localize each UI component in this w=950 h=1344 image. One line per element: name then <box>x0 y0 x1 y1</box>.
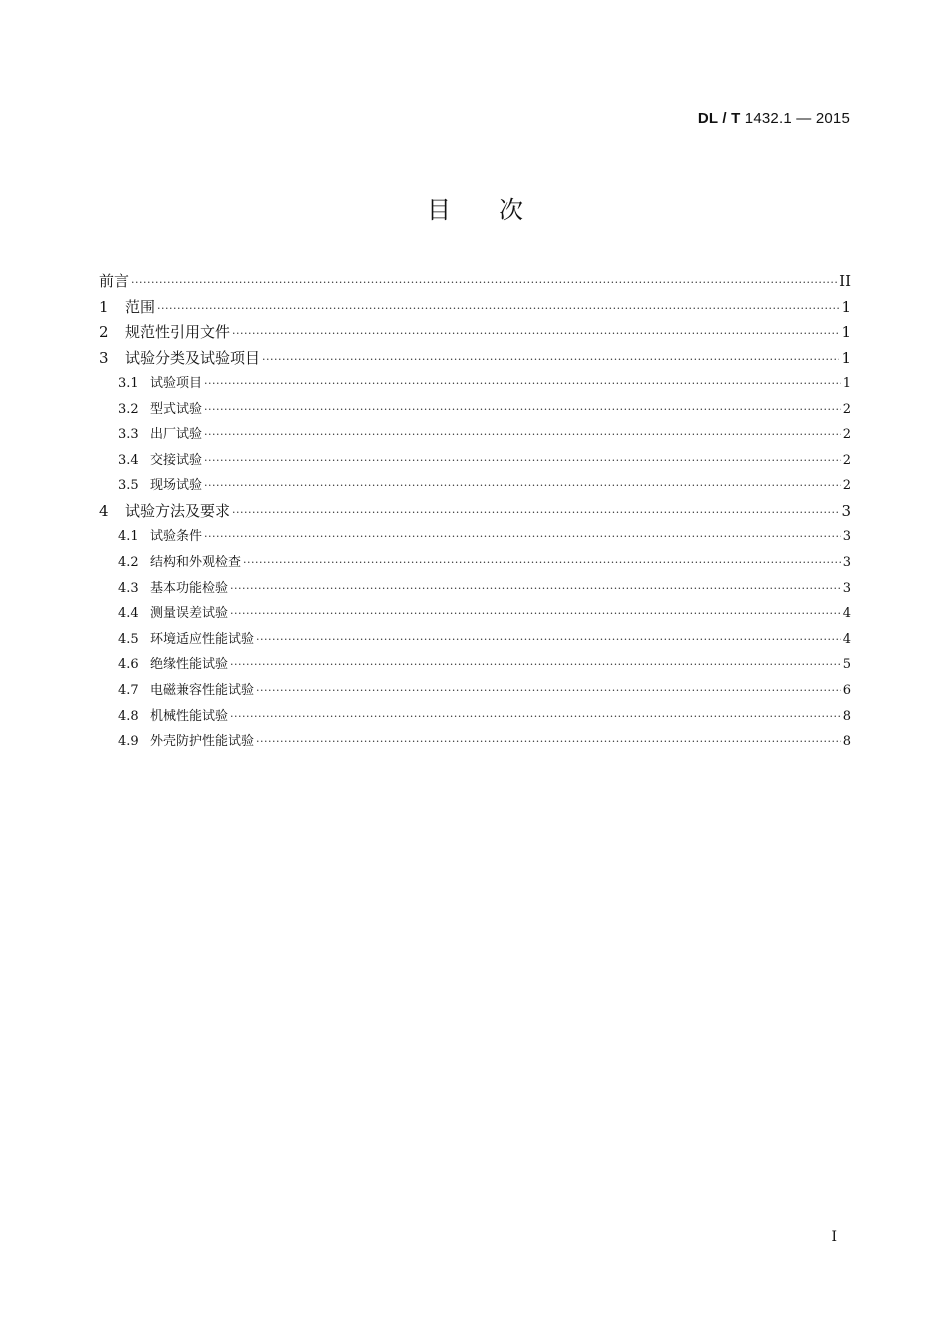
toc-entry-page: 2 <box>842 452 851 468</box>
dot-leader <box>230 582 841 595</box>
toc-entry-page: 8 <box>842 708 851 724</box>
toc-entry-title: 基本功能检验 <box>150 580 229 596</box>
toc-entry[interactable] <box>99 551 851 577</box>
toc-entry-number: 4.4 <box>118 606 139 622</box>
standard-code <box>698 110 850 127</box>
toc-entry-title: 试验条件 <box>150 529 203 545</box>
toc-entry-page: 3 <box>841 501 851 520</box>
dot-leader <box>157 302 839 315</box>
toc-entry[interactable] <box>99 705 851 731</box>
toc-entry-page: 1 <box>841 323 851 341</box>
toc-entry[interactable] <box>99 423 851 449</box>
dot-leader <box>256 735 841 748</box>
toc-entry[interactable] <box>99 730 851 756</box>
dot-leader <box>204 403 841 416</box>
dot-leader <box>204 377 841 390</box>
toc-entry[interactable] <box>99 372 851 398</box>
toc-entry-number: 4.6 <box>118 657 139 673</box>
toc-entry-page: 4 <box>842 606 851 622</box>
toc-entry-title: 现场试验 <box>150 478 203 494</box>
table-of-contents <box>99 270 851 756</box>
dot-leader <box>204 479 841 492</box>
dot-leader <box>131 276 837 289</box>
toc-entry-page: 3 <box>842 555 851 571</box>
toc-title: 目次 <box>427 196 571 224</box>
toc-entry[interactable] <box>99 628 851 654</box>
toc-entry-title: 绝缘性能试验 <box>150 657 229 673</box>
toc-entry-page: 6 <box>842 683 851 699</box>
toc-entry[interactable] <box>99 398 851 424</box>
dot-leader <box>230 658 841 671</box>
toc-entry-number: 4.2 <box>118 555 139 571</box>
dot-leader <box>204 428 841 441</box>
toc-entry-title: 前言 <box>99 272 130 290</box>
dot-leader <box>230 710 841 723</box>
toc-entry-page: 8 <box>842 734 851 750</box>
toc-entry[interactable] <box>99 347 851 373</box>
toc-entry-title: 机械性能试验 <box>150 708 229 724</box>
toc-entry[interactable] <box>99 602 851 628</box>
toc-entry-title: 规范性引用文件 <box>125 323 231 341</box>
toc-entry-number: 3.5 <box>118 478 139 494</box>
toc-entry-number: 4.5 <box>118 631 139 647</box>
toc-entry[interactable] <box>99 525 851 551</box>
dot-leader <box>243 556 841 569</box>
standard-code-number: 1432.1 — 2015 <box>740 110 850 127</box>
toc-entry-number: 3.1 <box>118 376 139 391</box>
toc-entry-number: 4.3 <box>118 580 139 596</box>
toc-entry-title: 测量误差试验 <box>150 606 229 622</box>
toc-entry-page: 2 <box>842 401 851 417</box>
toc-entry-title: 试验项目 <box>150 376 203 391</box>
toc-entry-number: 3.3 <box>118 427 139 443</box>
toc-entry-page: 1 <box>841 297 851 316</box>
toc-entry-page: 1 <box>841 348 851 367</box>
page-number: I <box>831 1229 837 1245</box>
toc-entry-title: 型式试验 <box>150 401 203 417</box>
toc-entry-page: 3 <box>842 529 851 545</box>
toc-entry-title: 试验方法及要求 <box>125 501 231 520</box>
toc-entry-page: 4 <box>842 631 851 647</box>
toc-entry-number: 2 <box>99 323 109 341</box>
toc-entry[interactable] <box>99 296 851 322</box>
toc-entry-number: 4.9 <box>118 734 139 750</box>
toc-entry-page: 2 <box>842 478 851 494</box>
toc-entry[interactable] <box>99 653 851 679</box>
toc-entry-number: 3.4 <box>118 452 139 468</box>
toc-entry-page: 5 <box>842 657 851 673</box>
dot-leader <box>204 530 841 543</box>
toc-entry-number: 4.1 <box>118 529 139 545</box>
toc-entry[interactable] <box>99 474 851 500</box>
toc-entry-number: 3.2 <box>118 401 139 417</box>
toc-entry-title: 环境适应性能试验 <box>150 631 255 647</box>
toc-entry-page: 1 <box>842 376 851 391</box>
dot-leader <box>232 327 839 340</box>
standard-code-prefix: DL / T <box>697 110 741 127</box>
toc-entry-title: 外壳防护性能试验 <box>150 734 255 750</box>
toc-entry[interactable] <box>99 500 851 526</box>
toc-entry-number: 3 <box>99 348 109 367</box>
toc-entry[interactable] <box>99 679 851 705</box>
dot-leader <box>230 607 841 620</box>
toc-entry-title: 出厂试验 <box>150 427 203 443</box>
toc-entry-number: 4.8 <box>118 708 139 724</box>
toc-entry-title: 交接试验 <box>150 452 203 468</box>
dot-leader <box>256 633 841 646</box>
toc-entry[interactable] <box>99 449 851 475</box>
toc-entry-title: 试验分类及试验项目 <box>125 348 261 367</box>
toc-entry[interactable] <box>99 321 851 347</box>
toc-entry[interactable] <box>99 577 851 603</box>
dot-leader <box>262 353 839 366</box>
dot-leader <box>256 684 841 697</box>
toc-entry-number: 4.7 <box>118 683 139 699</box>
toc-entry[interactable] <box>99 270 851 296</box>
toc-entry-title: 结构和外观检查 <box>150 555 242 571</box>
toc-entry-title: 电磁兼容性能试验 <box>150 683 255 699</box>
toc-entry-page: 2 <box>842 427 851 443</box>
toc-entry-page: 3 <box>842 580 851 596</box>
dot-leader <box>232 506 839 519</box>
dot-leader <box>204 454 841 467</box>
toc-entry-number: 4 <box>99 501 109 520</box>
toc-entry-page: II <box>839 272 851 290</box>
toc-entry-number: 1 <box>99 297 109 316</box>
toc-entry-title: 范围 <box>125 297 156 316</box>
